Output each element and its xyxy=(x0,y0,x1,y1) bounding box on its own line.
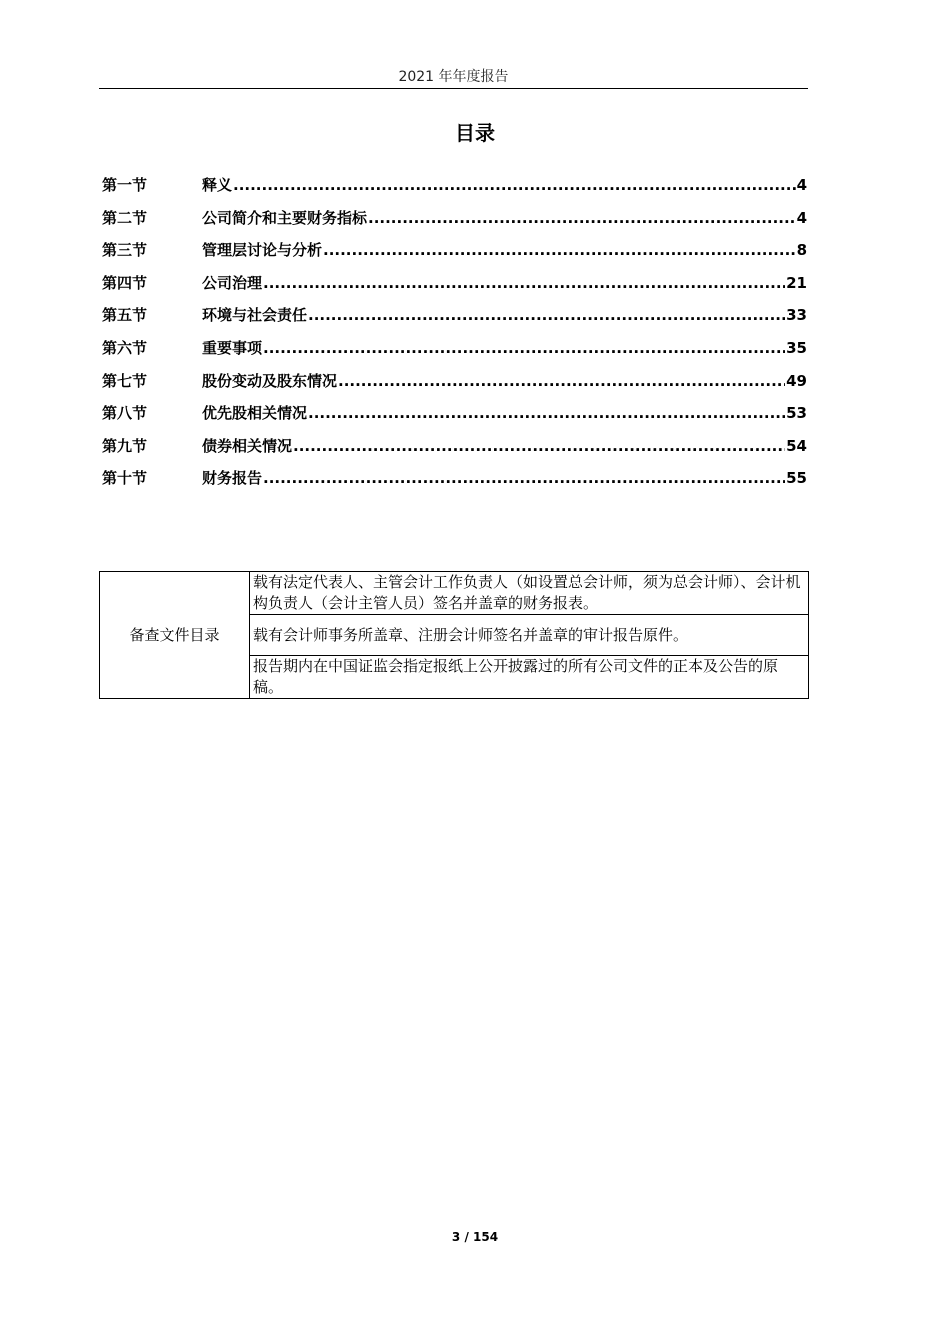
toc-entry[interactable] xyxy=(102,207,807,240)
toc-section-name: 公司治理 xyxy=(202,273,263,292)
toc-page-number: 53 xyxy=(786,404,807,423)
toc-dot-leader xyxy=(263,339,785,357)
toc-section-number: 第一节 xyxy=(102,176,148,194)
toc-section-number: 第三节 xyxy=(102,241,148,260)
toc-dot-leader xyxy=(368,209,796,227)
toc-entry[interactable] xyxy=(102,304,807,337)
toc-entry[interactable] xyxy=(102,239,807,272)
page-header: 2021 年年度报告 xyxy=(398,69,509,85)
toc-section-name: 管理层讨论与分析 xyxy=(202,241,323,260)
toc-page-number: 54 xyxy=(786,436,807,455)
toc-page-number: 4 xyxy=(796,176,807,194)
toc-section-number: 第二节 xyxy=(102,208,148,227)
toc-dot-leader xyxy=(263,469,785,487)
toc-section-name: 债券相关情况 xyxy=(202,436,293,455)
toc-page-number: 4 xyxy=(796,208,807,227)
toc-dot-leader xyxy=(308,306,785,324)
toc-section-name: 财务报告 xyxy=(202,469,263,488)
toc-entry[interactable] xyxy=(102,272,807,305)
toc-section-name: 股份变动及股东情况 xyxy=(202,371,338,390)
toc-entry[interactable] xyxy=(102,337,807,370)
toc-page-number: 33 xyxy=(786,306,807,325)
reference-document-item: 载有法定代表人、主管会计工作负责人（如设置总会计师，须为总会计师）、会计机构负责人（会计主管人员）签名并盖章的财务报表。 xyxy=(250,572,809,615)
toc-section-name: 公司简介和主要财务指标 xyxy=(202,208,368,227)
toc-section-number: 第九节 xyxy=(102,436,148,455)
reference-documents-table xyxy=(99,571,809,699)
toc-dot-leader xyxy=(323,241,796,259)
toc-entry[interactable] xyxy=(102,174,807,207)
toc-entry[interactable] xyxy=(102,402,807,435)
toc-page-number: 35 xyxy=(786,338,807,357)
toc-dot-leader xyxy=(308,404,785,422)
toc-title: 目录 xyxy=(455,121,495,145)
toc-page-number: 21 xyxy=(786,273,807,292)
toc-page-number: 8 xyxy=(796,241,807,260)
toc-section-name: 重要事项 xyxy=(202,338,263,357)
toc-dot-leader xyxy=(338,372,785,390)
toc-entry[interactable] xyxy=(102,467,807,500)
page-number-footer: 3 / 154 xyxy=(451,1230,499,1244)
toc-section-number: 第四节 xyxy=(102,273,148,292)
toc-section-name: 释义 xyxy=(202,176,233,194)
toc-dot-leader xyxy=(293,437,785,455)
toc-section-name: 优先股相关情况 xyxy=(202,404,308,423)
toc-entry[interactable] xyxy=(102,435,807,468)
toc-page-number: 49 xyxy=(786,371,807,390)
toc-dot-leader xyxy=(233,176,796,194)
toc-section-name: 环境与社会责任 xyxy=(202,306,308,325)
toc-page-number: 55 xyxy=(786,469,807,488)
reference-document-item: 载有会计师事务所盖章、注册会计师签名并盖章的审计报告原件。 xyxy=(250,615,809,656)
toc-section-number: 第七节 xyxy=(102,371,148,390)
toc-section-number: 第六节 xyxy=(102,338,148,357)
header-divider xyxy=(99,88,808,89)
reference-document-item: 报告期内在中国证监会指定报纸上公开披露过的所有公司文件的正本及公告的原稿。 xyxy=(250,656,809,699)
reference-documents-label: 备查文件目录 xyxy=(100,572,250,699)
toc-entry[interactable] xyxy=(102,370,807,403)
table-of-contents xyxy=(102,174,807,500)
toc-dot-leader xyxy=(263,274,785,292)
toc-section-number: 第八节 xyxy=(102,404,148,423)
toc-section-number: 第五节 xyxy=(102,306,148,325)
toc-section-number: 第十节 xyxy=(102,469,148,488)
